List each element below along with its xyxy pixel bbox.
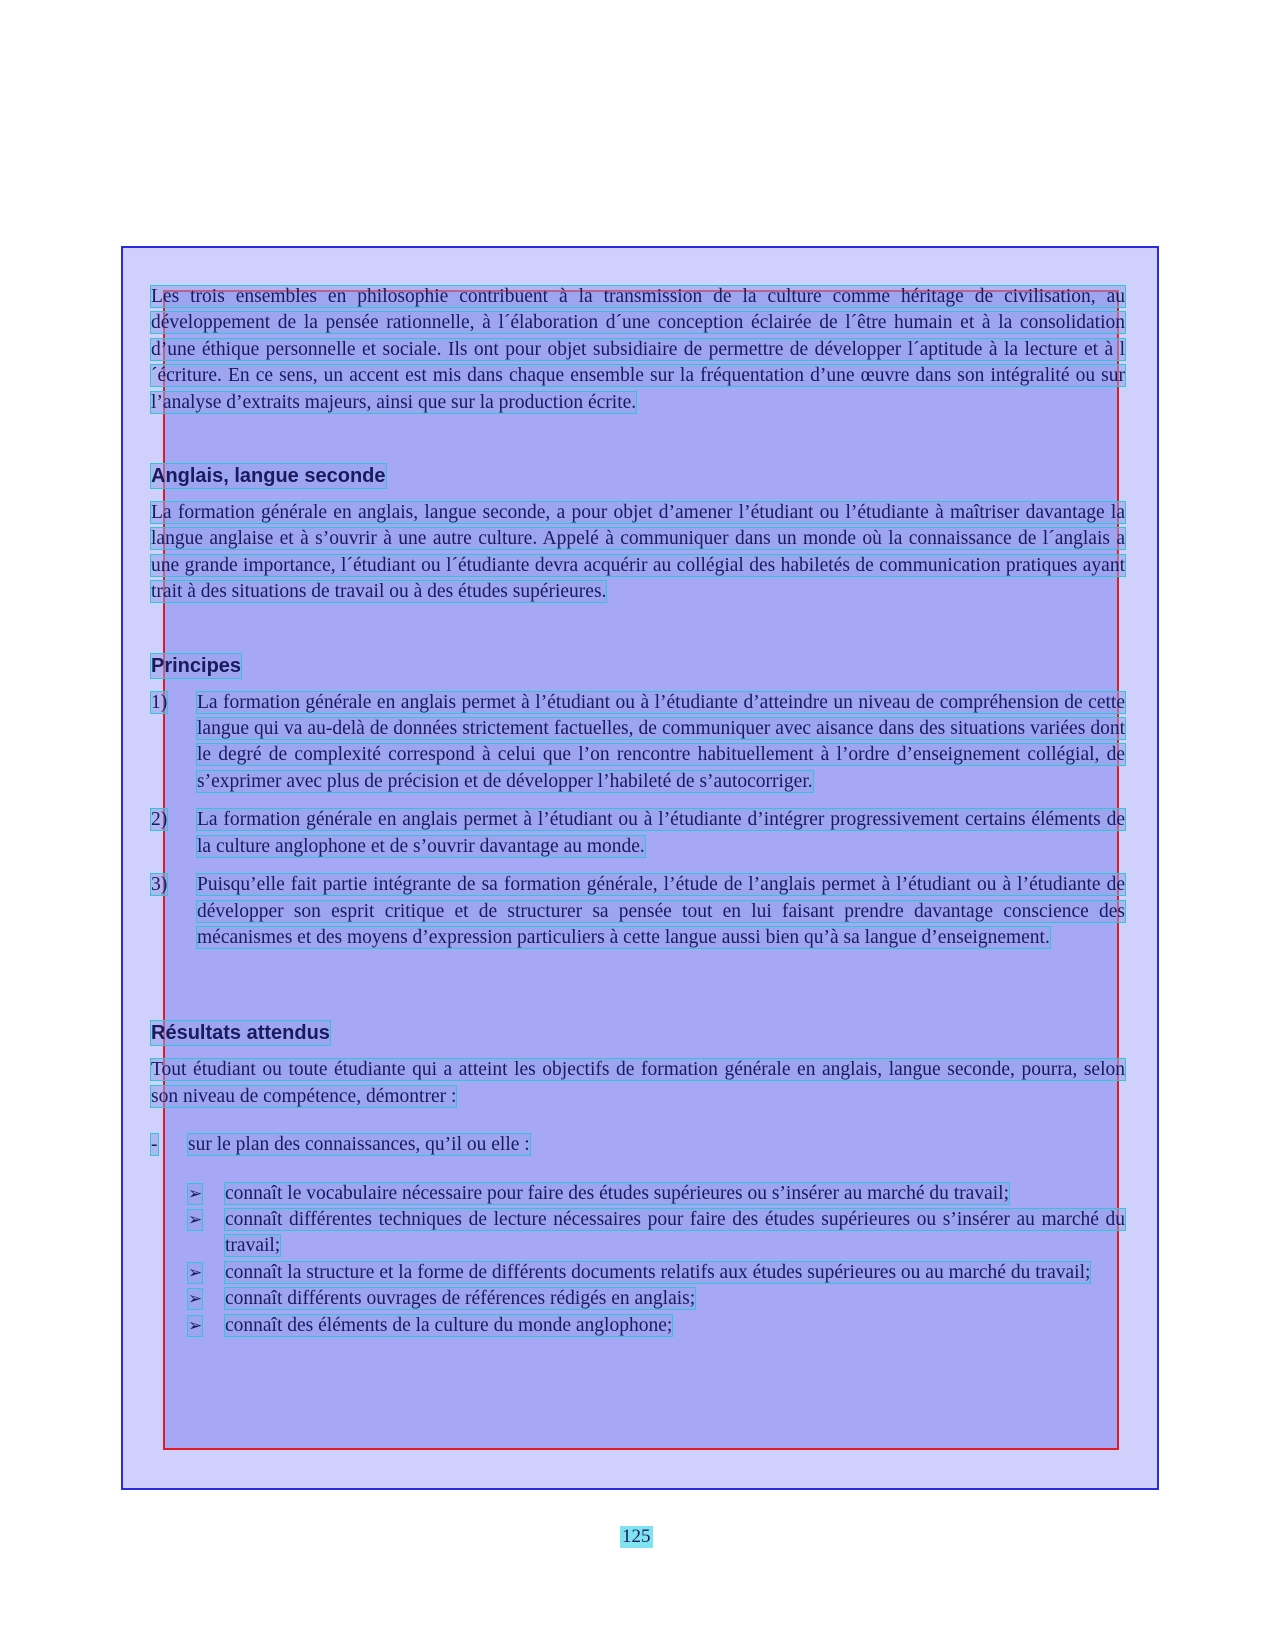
principle-item <box>151 807 1125 860</box>
arrow-bullet-icon: ➢ <box>188 1183 203 1204</box>
page-number: 125 <box>622 1526 651 1547</box>
bullet-text: connaît différents ouvrages de références rédigés en anglais; <box>225 1288 696 1310</box>
section-title-resultats: Résultats attendus <box>151 1022 330 1045</box>
principle-text: Puisqu’elle fait partie intégrante de sa formation générale, l’étude de l’anglais permet à l’étudiant ou à l’étudiante de développer son esprit critique et de structurer sa pensée tout en lui faisant prendre davantage conscience des mécanismes et des moyens d’expression particuliers à cette langue aussi bien qu’à sa langue d’enseignement. <box>197 874 1125 948</box>
arrow-bullet-icon: ➢ <box>188 1315 203 1336</box>
principle-text: La formation générale en anglais permet à l’étudiant ou à l’étudiante d’intégrer progressivement certains éléments de la culture anglophone et de s’ouvrir davantage au monde. <box>197 809 1125 857</box>
arrow-bullet-icon: ➢ <box>188 1209 203 1230</box>
bullet-item <box>188 1207 1125 1260</box>
dash-list-item <box>151 1132 1125 1158</box>
intro-paragraph: Les trois ensembles en philosophie contribuent à la transmission de la culture comme héritage de civilisation, au développement de la pensée rationnelle, à l´élaboration d´une conception éclairée de l´être humain et à la consolidation d’une éthique personnelle et sociale. Ils ont pour objet subsidiaire de permettre de développer l´aptitude à la lecture et à l´écriture. En ce sens, un accent est mis dans chaque ensemble sur la fréquentation d’une œuvre dans son intégralité ou sur l’analyse d’extraits majeurs, ainsi que sur la production écrite. <box>151 286 1125 413</box>
resultats-paragraph: Tout étudiant ou toute étudiante qui a atteint les objectifs de formation générale en anglais, langue seconde, pourra, selon son niveau de compétence, démontrer : <box>151 1059 1125 1107</box>
dash-marker: - <box>151 1134 158 1156</box>
bullet-item <box>188 1181 1125 1207</box>
section-title-anglais: Anglais, langue seconde <box>151 465 386 488</box>
principle-item <box>151 872 1125 951</box>
dash-item-text: sur le plan des connaissances, qu’il ou elle : <box>188 1134 530 1156</box>
bullet-list <box>188 1181 1125 1339</box>
principle-text: La formation générale en anglais permet à l’étudiant ou à l’étudiante d’atteindre un niveau de compréhension de cette langue qui va au-delà de données strictement factuelles, de communiquer avec aisance dans des situations variées dont le degré de complexité correspond à celui que l’on rencontre habituellement à l’ordre d’enseignement collégial, de s’exprimer avec plus de précision et de développer l’habileté de s’autocorriger. <box>197 691 1125 792</box>
arrow-bullet-icon: ➢ <box>188 1289 203 1310</box>
bullet-item <box>188 1313 1125 1339</box>
bullet-text: connaît le vocabulaire nécessaire pour faire des études supérieures ou s’insérer au marché du travail; <box>225 1182 1009 1204</box>
bullet-text: connaît la structure et la forme de différents documents relatifs aux études supérieures ou au marché du travail; <box>225 1261 1091 1283</box>
arrow-bullet-icon: ➢ <box>188 1262 203 1283</box>
document-body <box>151 284 1125 1339</box>
principle-item <box>151 690 1125 796</box>
bullet-text: connaît différentes techniques de lecture nécessaires pour faire des études supérieures ou s’insérer au marché du travail; <box>225 1208 1125 1257</box>
bullet-item <box>188 1260 1125 1286</box>
section-title-principes: Principes <box>151 654 242 677</box>
principle-marker: 1) <box>151 691 168 713</box>
anglais-paragraph: La formation générale en anglais, langue seconde, a pour objet d’amener l’étudiant ou l’étudiante à maîtriser davantage la langue anglaise et à s’ouvrir à une autre culture. Appelé à communiquer dans un monde où la connaissance de l´anglais a une grande importance, l´étudiant ou l´étudiante devra acquérir au collégial des habiletés de communication pratiques ayant trait à des situations de travail ou à des études supérieures. <box>151 502 1125 603</box>
bullet-item <box>188 1286 1125 1312</box>
bullet-text: connaît des éléments de la culture du monde anglophone; <box>225 1314 673 1336</box>
principle-marker: 3) <box>151 874 168 896</box>
principle-marker: 2) <box>151 809 168 831</box>
